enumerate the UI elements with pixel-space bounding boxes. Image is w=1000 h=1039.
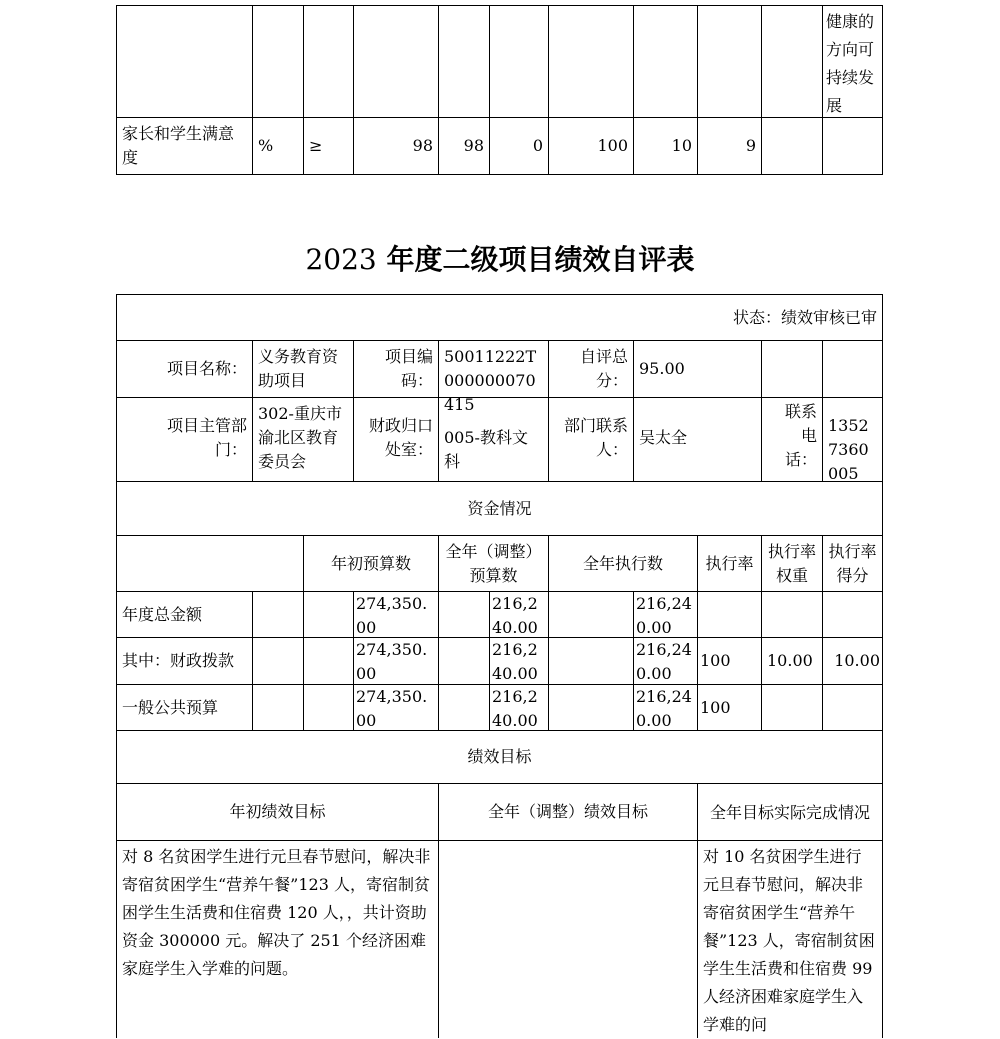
funds-row-2-initial: 274,350.00 — [353, 684, 439, 731]
funds-header-weight-text: 执行率权重 — [767, 541, 816, 585]
funds-row-blank — [252, 684, 304, 731]
funds-header-score — [822, 535, 883, 592]
dept-label: 项目主管部门： — [116, 397, 253, 482]
contact-label: 部门联系人： — [548, 397, 634, 482]
funds-header-initial — [303, 535, 439, 592]
funds-row-0-initial: 274,350.00 — [353, 591, 439, 638]
funds-row-2-rate: 100 — [697, 684, 762, 731]
funds-row-blank — [438, 591, 490, 638]
phone-value: 13527360005 — [822, 397, 883, 482]
prev-cell-v6 — [697, 5, 762, 118]
goals-header-actual — [697, 783, 883, 841]
prev-row-v4: 100 — [548, 117, 634, 175]
self-score-value: 95.00 — [633, 340, 762, 398]
funds-row-blank — [548, 637, 634, 685]
info-empty-2 — [822, 340, 883, 398]
goals-section-title-text: 绩效目标 — [467, 747, 532, 766]
funds-row-blank — [438, 637, 490, 685]
funds-row-blank — [548, 684, 634, 731]
prev-cell-note: 健康的方向可持续发展 — [822, 5, 883, 118]
goals-header-adjusted-text: 全年（调整）绩效目标 — [487, 802, 648, 821]
status-text: 状态：绩效审核已审 — [732, 307, 877, 327]
finance-label: 财政归口处室： — [353, 397, 439, 482]
funds-row-1-adjusted: 216,240.00 — [489, 637, 549, 685]
prev-row-target1: 98 — [353, 117, 439, 175]
prev-row-name: 家长和学生满意度 — [116, 117, 253, 175]
funds-row-label — [116, 591, 253, 638]
title-year: 2023 — [305, 243, 377, 276]
goals-initial-text: 对 8 名贫困学生进行元旦春节慰问，解决非寄宿贫困学生“营养午餐”123 人，寄宿制贫困学生生活费和住宿费 120 人，，共计资助资金 300000 元。解决了 251 个经济困难家庭学生入学难的问题。 — [116, 840, 439, 1038]
prev-cell-t1 — [353, 5, 439, 118]
funds-row-0-weight — [761, 591, 823, 638]
prev-row-op: ≥ — [303, 117, 354, 175]
project-name-value: 义务教育资助项目 — [252, 340, 354, 398]
funds-section-title — [116, 481, 883, 536]
prev-cell-unit — [252, 5, 304, 118]
prev-row-v7 — [761, 117, 823, 175]
prev-row-v3: 0 — [489, 117, 549, 175]
funds-row-0-executed: 216,240.00 — [633, 591, 698, 638]
goals-header-adjusted — [438, 783, 698, 841]
title-text: 年度二级项目绩效自评表 — [386, 243, 695, 276]
prev-cell-v4 — [548, 5, 634, 118]
funds-row-1-executed: 216,240.00 — [633, 637, 698, 685]
funds-header-adjusted-text: 全年（调整）预算数 — [445, 541, 542, 585]
funds-row-label — [116, 637, 253, 685]
prev-row-target2: 98 — [438, 117, 490, 175]
status-row — [116, 294, 883, 341]
funds-row-1-rate: 100 — [697, 637, 762, 685]
funds-header-executed — [548, 535, 698, 592]
contact-value: 吴太全 — [633, 397, 762, 482]
goals-section-title — [116, 730, 883, 784]
funds-row-0-rate — [697, 591, 762, 638]
prev-cell-op — [303, 5, 354, 118]
funds-row-blank — [303, 637, 354, 685]
goals-header-initial — [116, 783, 439, 841]
funds-row-blank — [303, 684, 354, 731]
funds-header-rate — [697, 535, 762, 592]
funds-section-title-text: 资金情况 — [467, 498, 532, 518]
funds-row-blank — [438, 684, 490, 731]
funds-row-0-adjusted: 216,240.00 — [489, 591, 549, 638]
prev-cell-v5 — [633, 5, 698, 118]
funds-row-1-weight: 10.00 — [761, 637, 823, 685]
funds-header-rate-text: 执行率 — [705, 553, 754, 573]
funds-row-2-label: 一般公共预算 — [122, 697, 219, 717]
funds-row-1-label: 其中：财政拨款 — [122, 651, 235, 670]
funds-row-blank — [548, 591, 634, 638]
prev-row-v5: 10 — [633, 117, 698, 175]
funds-row-blank — [252, 637, 304, 685]
funds-row-2-score — [822, 684, 883, 731]
prev-cell-t2 — [438, 5, 490, 118]
funds-row-1-score: 10.00 — [822, 637, 883, 685]
funds-row-2-weight — [761, 684, 823, 731]
funds-header-score-text: 执行率得分 — [828, 541, 877, 585]
funds-header-weight — [761, 535, 823, 592]
goals-header-initial-text: 年初绩效目标 — [229, 802, 326, 821]
prev-row-note — [822, 117, 883, 175]
funds-row-2-adjusted: 216,240.00 — [489, 684, 549, 731]
goals-actual-text: 对 10 名贫困学生进行元旦春节慰问，解决非寄宿贫困学生“营养午餐”123 人，寄宿制贫困学生生活费和住宿费 99 人经济困难家庭学生入学难的问 — [697, 840, 883, 1038]
prev-cell-v3 — [489, 5, 549, 118]
funds-header-executed-text: 全年执行数 — [582, 553, 663, 573]
funds-row-1-initial: 274,350.00 — [353, 637, 439, 685]
finance-value: 005-教科文科 — [438, 397, 549, 482]
funds-header-initial-text: 年初预算数 — [330, 553, 411, 573]
phone-label: 联系电话： — [761, 397, 823, 482]
prev-cell-name — [116, 5, 253, 118]
prev-cell-v7 — [761, 5, 823, 118]
project-name-label: 项目名称： — [116, 340, 253, 398]
project-code-value: 50011222T000000070415 — [438, 340, 549, 398]
funds-row-blank — [252, 591, 304, 638]
page-title — [0, 238, 1000, 282]
goals-adjusted-text — [438, 840, 698, 1038]
funds-header-blank-1 — [116, 535, 304, 592]
funds-row-0-label: 年度总金额 — [122, 604, 203, 624]
funds-row-0-score — [822, 591, 883, 638]
self-score-label: 自评总分： — [548, 340, 634, 398]
dept-value: 302-重庆市渝北区教育委员会 — [252, 397, 354, 482]
prev-row-v6: 9 — [697, 117, 762, 175]
info-empty-1 — [761, 340, 823, 398]
goals-header-actual-text: 全年目标实际完成情况 — [709, 802, 870, 822]
prev-row-unit: % — [252, 117, 304, 175]
funds-row-2-executed: 216,240.00 — [633, 684, 698, 731]
project-code-label: 项目编码： — [353, 340, 439, 398]
funds-row-blank — [303, 591, 354, 638]
funds-header-adjusted — [438, 535, 549, 592]
funds-row-label — [116, 684, 253, 731]
